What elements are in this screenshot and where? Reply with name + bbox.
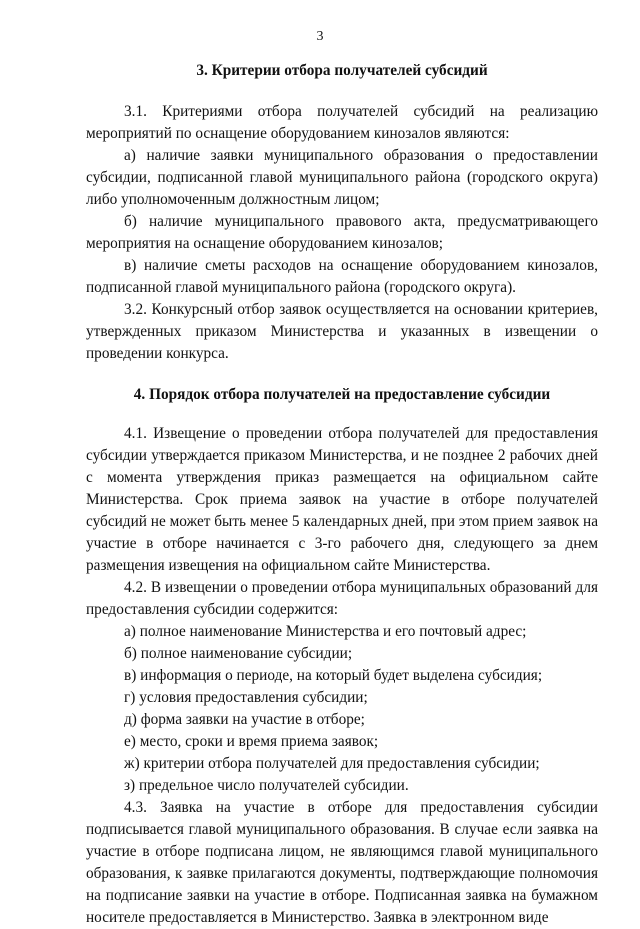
page-number: 3 [316, 29, 324, 44]
section-3-heading: 3. Критерии отбора получателей субсидий [196, 62, 488, 79]
list-item-4-2-b: б) полное наименование субсидии; [124, 645, 353, 662]
paragraph-3-2: 3.2. Конкурсный отбор заявок осуществляется на основании критериев, утвержденных приказом Министерства и указанных в извещении о проведении конкурса. [86, 301, 598, 362]
document-body [86, 60, 598, 929]
paragraph-4-2: 4.2. В извещении о проведении отбора муниципальных образований для предоставления субсидии содержится: [86, 579, 598, 618]
paragraph-3-1: 3.1. Критериями отбора получателей субсидий на реализацию мероприятий по оснащение оборудованием кинозалов являются: [86, 103, 598, 142]
list-item-4-2-a: а) полное наименование Министерства и его почтовый адрес; [124, 623, 527, 640]
section-4-heading: 4. Порядок отбора получателей на предоставление субсидии [133, 386, 551, 403]
paragraph-3-1-b: б) наличие муниципального правового акта, предусматривающего мероприятия на оснащение оборудованием кинозалов; [86, 213, 598, 252]
paragraph-4-3: 4.3. Заявка на участие в отборе для предоставления субсидии подписывается главой муниципального образования. В случае если заявка на участие в отборе подписана лицом, не являющимся главой муниципального образования, к заявке прилагаются документы, подтверждающие полномочия на подписание заявки на участие в отборе. Подписанная заявка на бумажном носителе предоставляется в Министерство. Заявка в электронном виде [86, 799, 598, 926]
list-item-4-2-z: з) предельное число получателей субсидии. [124, 777, 409, 794]
paragraph-3-1-v: в) наличие сметы расходов на оснащение оборудованием кинозалов, подписанной главой муниципального района (городского округа). [86, 257, 598, 296]
list-item-4-2-zh: ж) критерии отбора получателей для предоставления субсидии; [124, 755, 540, 772]
paragraph-4-1: 4.1. Извещение о проведении отбора получателей для предоставления субсидии утверждается приказом Министерства, и не позднее 2 рабочих дней с момента утверждения приказ размещается на официальном сайте Министерства. Срок приема заявок на участие в отборе получателей субсидий не может быть менее 5 календарных дней, при этом прием заявок на участие в отборе начинается с 3-го рабочего дня, следующего за днем размещения извещения на официальном сайте Министерства. [86, 425, 598, 574]
list-item-4-2-v: в) информация о периоде, на который будет выделена субсидия; [124, 667, 543, 684]
paragraph-3-1-a: а) наличие заявки муниципального образования о предоставлении субсидии, подписанной главой муниципального района (городского округа) либо уполномоченным должностным лицом; [86, 147, 598, 208]
list-item-4-2-g: г) условия предоставления субсидии; [124, 689, 368, 706]
list-item-4-2-e: е) место, сроки и время приема заявок; [124, 733, 379, 750]
list-item-4-2-d: д) форма заявки на участие в отборе; [124, 711, 365, 728]
